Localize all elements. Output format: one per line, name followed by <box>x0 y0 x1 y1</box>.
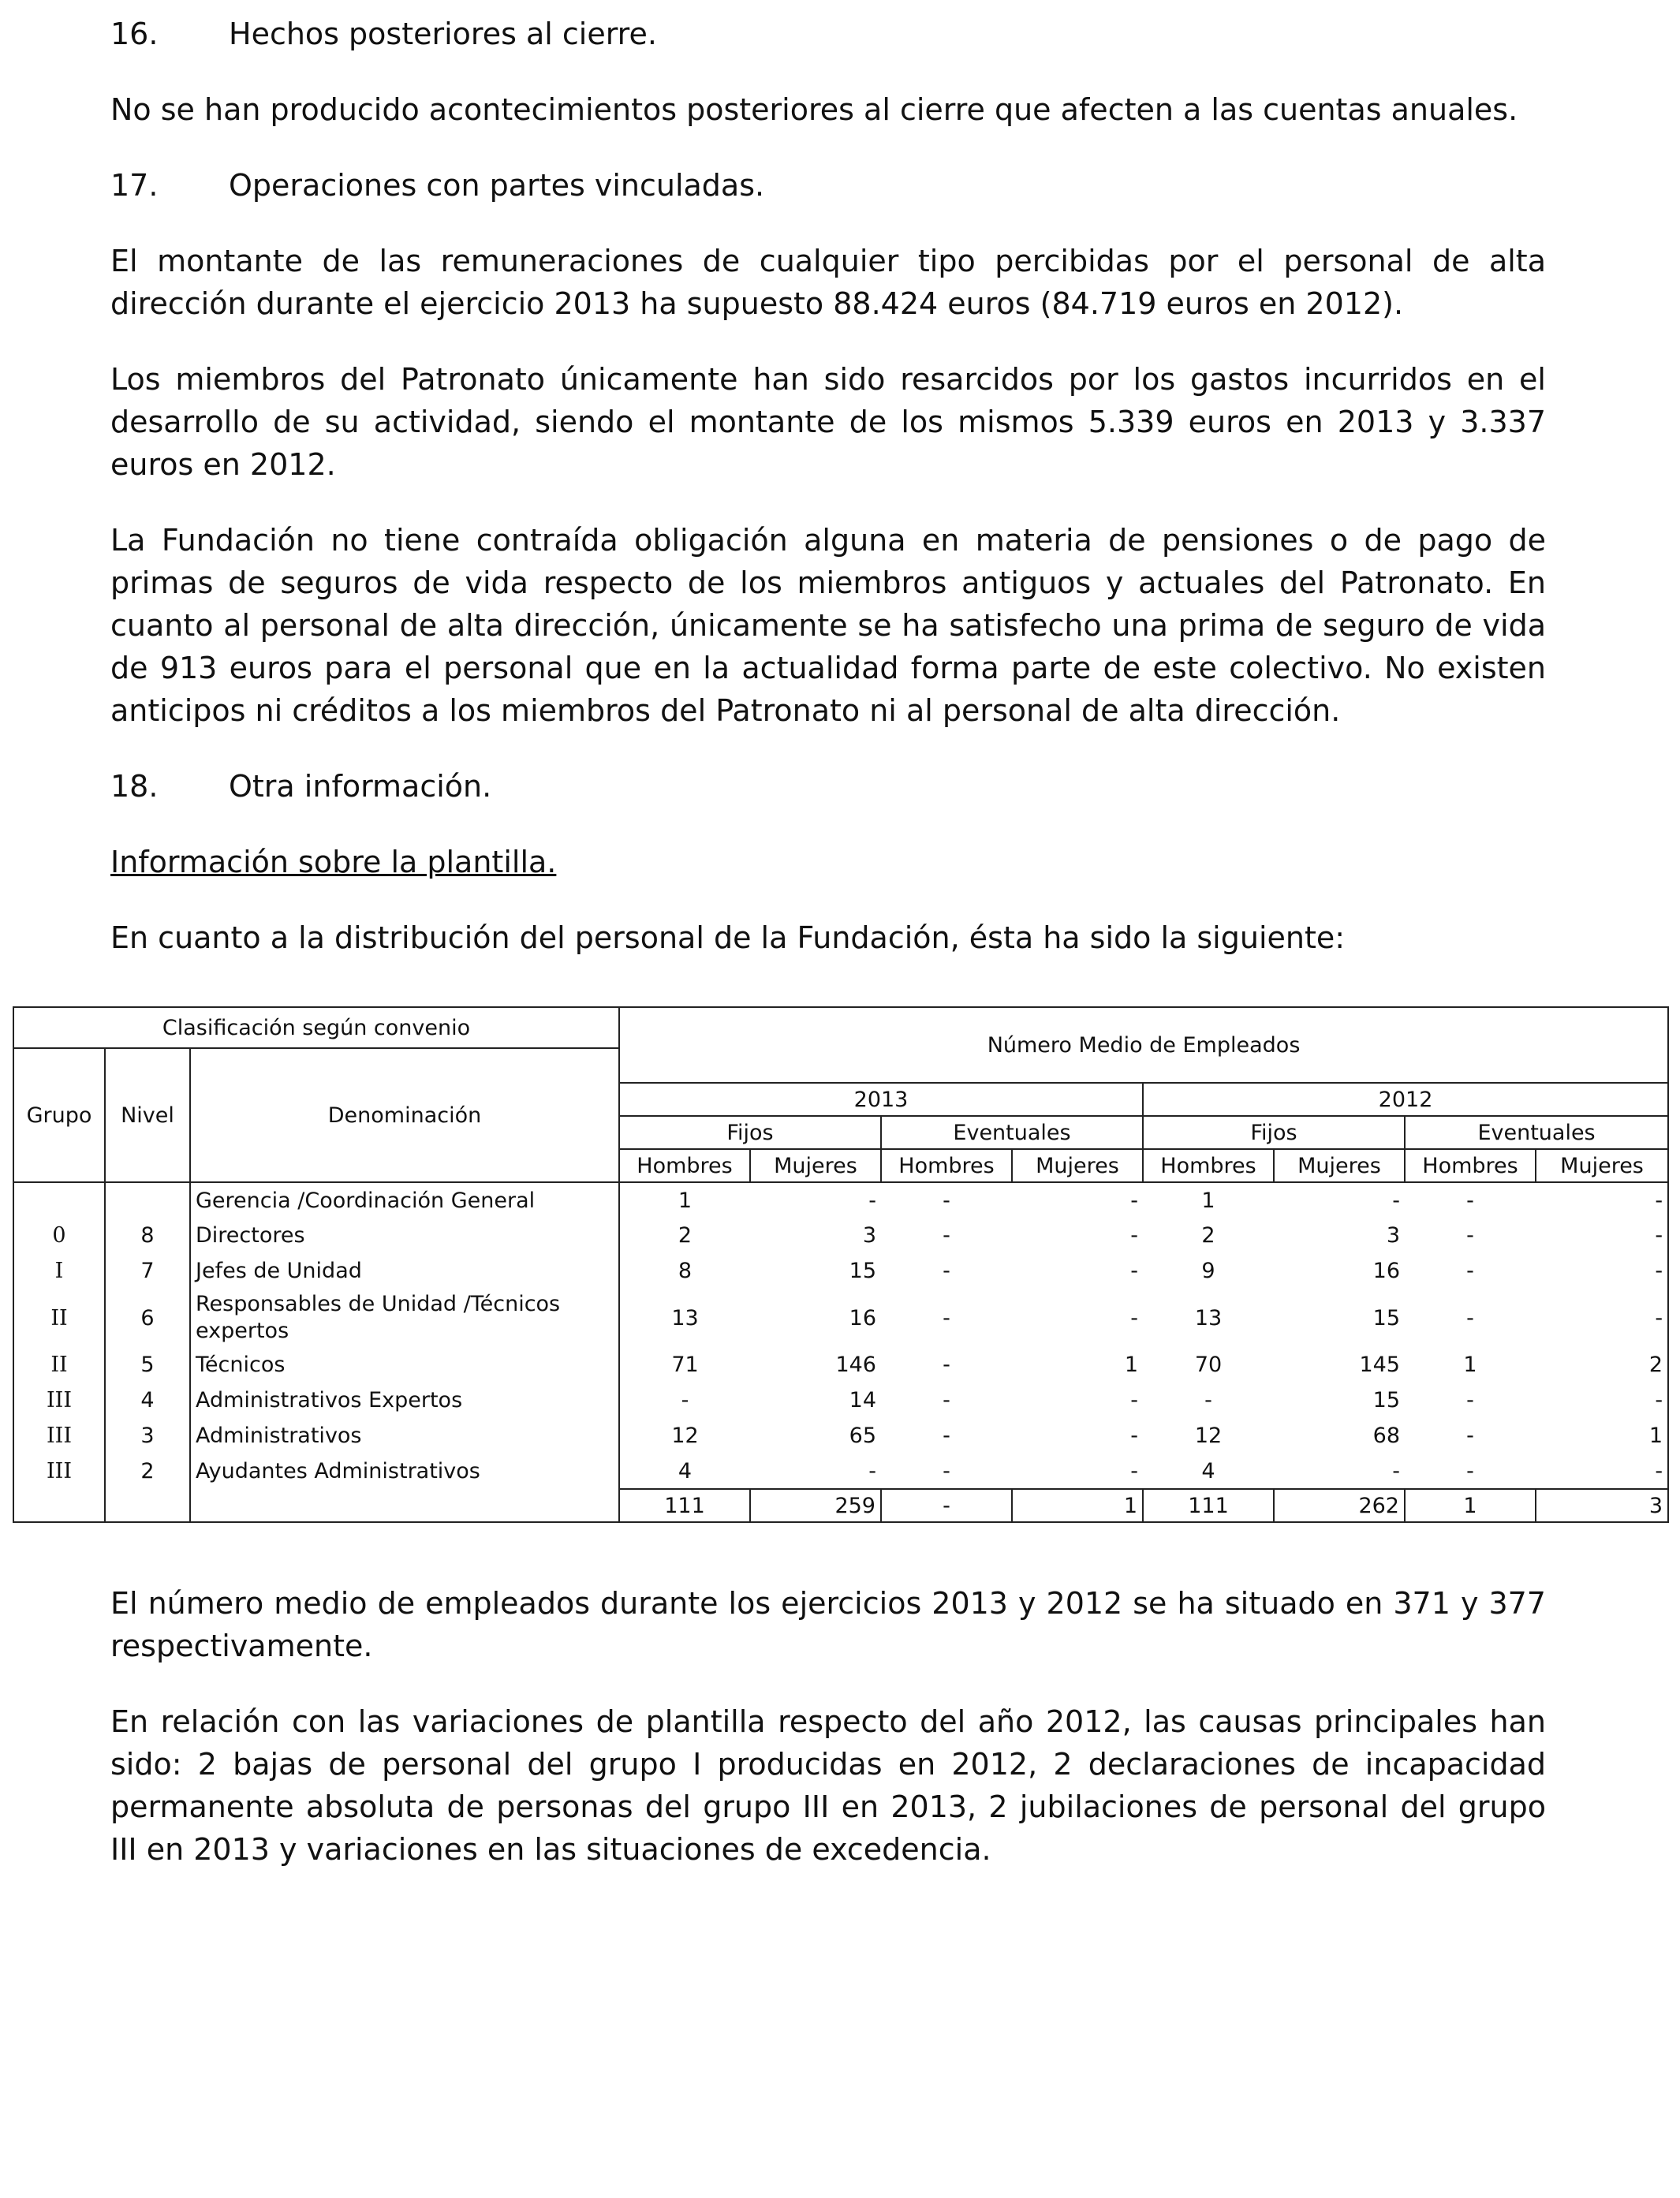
staff-table-wrapper <box>13 1006 1667 1523</box>
section-18-subtitle <box>110 841 1546 883</box>
cell-value: - <box>943 1388 950 1412</box>
cell-value: - <box>1130 1458 1138 1483</box>
cell-value: - <box>943 1305 950 1330</box>
cell-value: - <box>1536 1218 1668 1253</box>
section-title: Otra información. <box>229 769 492 804</box>
table-body <box>13 1182 1668 1522</box>
table-row <box>13 1454 1668 1489</box>
section-17-paragraph-2: Los miembros del Patronato únicamente han sido resarcidos por los gastos incurridos en el desarrollo de su actividad, siendo el montante de los mismos 5.339 euros en 2013 y 3.337 euros en 2012. <box>110 362 1546 482</box>
cell-value: 2 <box>1536 1347 1668 1383</box>
header-nivel: Nivel <box>105 1048 190 1182</box>
cell-value: - <box>1130 1424 1138 1448</box>
cell-value: 15 <box>1372 1305 1400 1330</box>
section-title: Operaciones con partes vinculadas. <box>229 168 765 203</box>
table-row <box>13 1182 1668 1218</box>
cell-value: - <box>943 1223 950 1248</box>
cell-value: 1 <box>1463 1353 1477 1377</box>
cell-total: 1 <box>1012 1489 1143 1522</box>
section-number: 18. <box>110 769 159 804</box>
table-row <box>13 1418 1668 1454</box>
cell-value: - <box>868 1458 876 1483</box>
cell-value: - <box>1392 1458 1400 1483</box>
section-17-paragraph-1: El montante de las remuneraciones de cualquier tipo percibidas por el personal de alta dirección durante el ejercicio 2013 ha supuesto 88.424 euros (84.719 euros en 2012). <box>110 244 1546 321</box>
cell-total: 3 <box>1536 1489 1668 1522</box>
cell-value: - <box>1466 1223 1474 1248</box>
header-eventuales: Eventuales <box>1405 1116 1668 1149</box>
cell-value: - <box>1536 1383 1668 1418</box>
cell-denominacion: Administrativos Expertos <box>190 1383 619 1418</box>
header-clasificacion: Clasificación según convenio <box>13 1007 619 1048</box>
cell-value: 4 <box>619 1454 750 1489</box>
cell-value: - <box>619 1383 750 1418</box>
cell-value: - <box>943 1424 950 1448</box>
cell-value: 9 <box>1201 1259 1215 1283</box>
cell-value: 4 <box>1201 1458 1215 1483</box>
cell-nivel: 2 <box>105 1454 190 1489</box>
cell-value: - <box>1392 1188 1400 1213</box>
cell-value: 15 <box>849 1259 876 1283</box>
cell-value: - <box>943 1188 950 1213</box>
cell-nivel: 7 <box>105 1253 190 1289</box>
cell-value: - <box>1466 1458 1474 1483</box>
cell-grupo: II <box>13 1289 105 1347</box>
cell-denominacion: Gerencia /Coordinación General <box>190 1182 619 1218</box>
cell-value: 2 <box>1201 1223 1215 1248</box>
cell-value: - <box>1130 1388 1138 1412</box>
header-eventuales: Eventuales <box>881 1116 1143 1149</box>
staff-table <box>13 1006 1669 1523</box>
cell-empty <box>13 1489 105 1522</box>
cell-nivel: 4 <box>105 1383 190 1418</box>
cell-value: - <box>1130 1305 1138 1330</box>
document-body-continued <box>110 1582 1546 1871</box>
cell-value: 12 <box>619 1418 750 1454</box>
cell-value: 15 <box>1372 1388 1400 1412</box>
cell-value: - <box>1130 1188 1138 1213</box>
average-employees-paragraph: El número medio de empleados durante los ejercicios 2013 y 2012 se ha situado en 371 y 377 respectivamente. <box>110 1586 1546 1663</box>
cell-total: 111 <box>619 1489 750 1522</box>
table-row <box>13 1253 1668 1289</box>
subtitle-text: Información sobre la plantilla. <box>110 845 557 879</box>
cell-grupo <box>13 1182 105 1218</box>
cell-value: 2 <box>619 1218 750 1253</box>
cell-denominacion: Jefes de Unidad <box>190 1253 619 1289</box>
section-17-heading <box>110 164 1546 207</box>
header-mujeres: Mujeres <box>750 1149 881 1182</box>
header-mujeres: Mujeres <box>1536 1149 1668 1182</box>
cell-value: - <box>1466 1259 1474 1283</box>
cell-nivel: 6 <box>105 1289 190 1347</box>
section-16-heading <box>110 13 1546 55</box>
cell-value: - <box>1536 1454 1668 1489</box>
cell-value: 8 <box>619 1253 750 1289</box>
cell-value: 3 <box>862 1223 876 1248</box>
cell-total: 1 <box>1405 1489 1536 1522</box>
cell-value: - <box>1130 1223 1138 1248</box>
cell-value: - <box>1536 1182 1668 1218</box>
cell-empty <box>105 1489 190 1522</box>
cell-value: - <box>1466 1188 1474 1213</box>
cell-value: 145 <box>1359 1353 1400 1377</box>
section-18-intro: En cuanto a la distribución del personal de la Fundación, ésta ha sido la siguiente: <box>110 920 1346 955</box>
table-row <box>13 1218 1668 1253</box>
cell-grupo: III <box>13 1454 105 1489</box>
cell-value: 1 <box>1124 1353 1138 1377</box>
header-year-2013: 2013 <box>619 1083 1143 1116</box>
totals-row <box>13 1489 1668 1522</box>
cell-denominacion: Directores <box>190 1218 619 1253</box>
cell-value: - <box>868 1188 876 1213</box>
cell-value: 14 <box>849 1388 876 1412</box>
header-grupo: Grupo <box>13 1048 105 1182</box>
cell-value: 1 <box>619 1182 750 1218</box>
header-mujeres: Mujeres <box>1274 1149 1405 1182</box>
cell-value: 68 <box>1372 1424 1400 1448</box>
cell-value: - <box>943 1259 950 1283</box>
cell-denominacion: Responsables de Unidad /Técnicos expertos <box>190 1289 619 1347</box>
cell-value: - <box>943 1458 950 1483</box>
header-mujeres: Mujeres <box>1012 1149 1143 1182</box>
cell-value: 13 <box>619 1289 750 1347</box>
cell-value: - <box>1536 1289 1668 1347</box>
header-hombres: Hombres <box>1405 1149 1536 1182</box>
header-numero-medio: Número Medio de Empleados <box>619 1007 1668 1083</box>
cell-grupo: III <box>13 1383 105 1418</box>
cell-value: - <box>1536 1253 1668 1289</box>
section-16-text: No se han producido acontecimientos posteriores al cierre que afecten a las cuentas anuales. <box>110 92 1518 127</box>
cell-value: 71 <box>619 1347 750 1383</box>
cell-total: 262 <box>1274 1489 1405 1522</box>
cell-nivel <box>105 1182 190 1218</box>
section-17-paragraph-3: La Fundación no tiene contraída obligación alguna en materia de pensiones o de pago de primas de seguros de vida respecto de los miembros antiguos y actuales del Patronato. En cuanto al personal de alta dirección, únicamente se ha satisfecho una prima de seguro de vida de 913 euros para el personal que en la actualidad forma parte de este colectivo. No existen anticipos ni créditos a los miembros del Patronato ni al personal de alta dirección. <box>110 523 1546 728</box>
cell-value: 1 <box>1201 1188 1215 1213</box>
cell-value: 16 <box>1372 1259 1400 1283</box>
cell-value: 13 <box>1194 1305 1223 1330</box>
section-18-heading <box>110 765 1546 808</box>
cell-grupo: II <box>13 1347 105 1383</box>
cell-grupo: III <box>13 1418 105 1454</box>
cell-value: - <box>943 1353 950 1377</box>
cell-grupo: 0 <box>13 1218 105 1253</box>
cell-total: 259 <box>750 1489 881 1522</box>
cell-nivel: 3 <box>105 1418 190 1454</box>
cell-nivel: 5 <box>105 1347 190 1383</box>
cell-value: - <box>1466 1305 1474 1330</box>
section-title: Hechos posteriores al cierre. <box>229 17 657 51</box>
header-year-2012: 2012 <box>1143 1083 1668 1116</box>
section-number: 16. <box>110 17 159 51</box>
cell-grupo: I <box>13 1253 105 1289</box>
header-hombres: Hombres <box>1143 1149 1274 1182</box>
cell-value: 3 <box>1386 1223 1400 1248</box>
cell-denominacion: Administrativos <box>190 1418 619 1454</box>
header-denominacion: Denominación <box>190 1048 619 1182</box>
cell-value: - <box>1130 1259 1138 1283</box>
header-hombres: Hombres <box>881 1149 1012 1182</box>
header-fijos: Fijos <box>619 1116 881 1149</box>
cell-value: 12 <box>1194 1424 1223 1448</box>
cell-nivel: 8 <box>105 1218 190 1253</box>
table-row <box>13 1289 1668 1347</box>
cell-value: - <box>1466 1424 1474 1448</box>
cell-value: 1 <box>1536 1418 1668 1454</box>
cell-empty <box>190 1489 619 1522</box>
cell-denominacion: Técnicos <box>190 1347 619 1383</box>
cell-total: 111 <box>1143 1489 1274 1522</box>
cell-denominacion: Ayudantes Administrativos <box>190 1454 619 1489</box>
cell-value: 16 <box>849 1305 876 1330</box>
variations-paragraph: En relación con las variaciones de plantilla respecto del año 2012, las causas principales han sido: 2 bajas de personal del grupo I producidas en 2012, 2 declaraciones de incapacidad permanente absoluta de personas del grupo III en 2013, 2 jubilaciones de personal del grupo III en 2013 y variaciones en las situaciones de excedencia. <box>110 1704 1546 1867</box>
document-body <box>110 13 1546 959</box>
table-row <box>13 1383 1668 1418</box>
cell-value: - <box>1466 1388 1474 1412</box>
section-number: 17. <box>110 168 159 203</box>
table-row <box>13 1347 1668 1383</box>
cell-value: 65 <box>849 1424 876 1448</box>
cell-value: 70 <box>1194 1353 1223 1377</box>
header-hombres: Hombres <box>619 1149 750 1182</box>
header-fijos: Fijos <box>1143 1116 1405 1149</box>
cell-total: - <box>881 1489 1012 1522</box>
cell-value: 146 <box>835 1353 876 1377</box>
cell-value: - <box>1204 1388 1212 1412</box>
